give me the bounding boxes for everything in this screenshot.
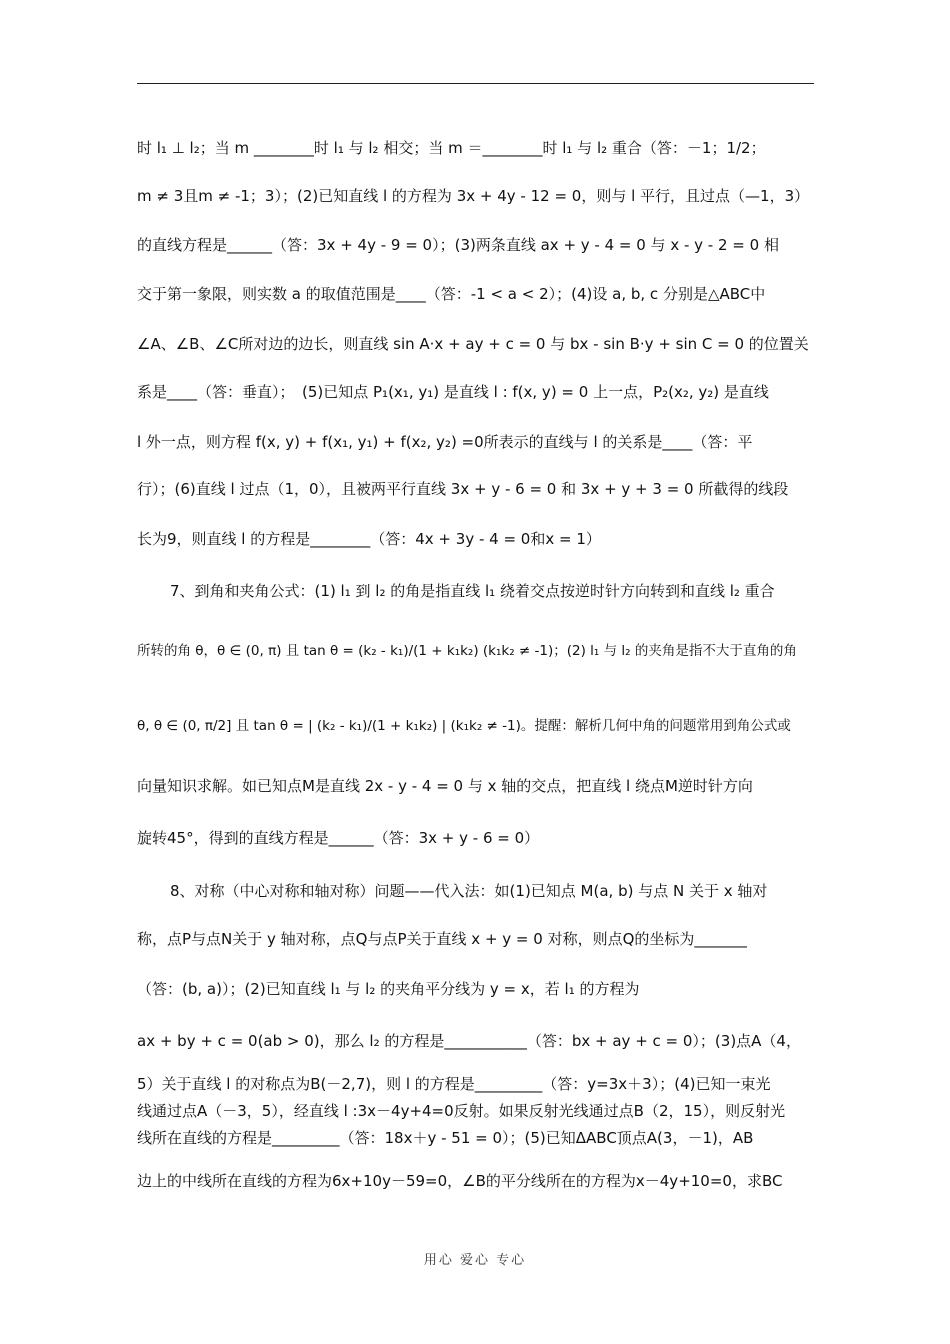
page-footer: 用心 爱心 专心 bbox=[423, 1253, 527, 1268]
text-line: 向量知识求解。如已知点M是直线 2x - y - 4 = 0 与 x 轴的交点，把直线 l 绕点M逆时针方向 bbox=[137, 777, 753, 795]
text-line: l 外一点，则方程 f(x, y) + f(x₁, y₁) + f(x₂, y₂) =0所表示的直线与 l 的关系是____（答：平 bbox=[137, 433, 753, 451]
text-line: （答：(b, a)）；(2)已知直线 l₁ 与 l₂ 的夹角平分线为 y = x，若 l₁ 的方程为 bbox=[137, 980, 640, 998]
text-line: 线所在直线的方程是_________（答：18x＋y - 51 = 0）；(5)已知ΔABC顶点A(3，－1)，AB bbox=[137, 1129, 754, 1147]
text-line: 的直线方程是______（答：3x + 4y - 9 = 0）；(3)两条直线 ax + y - 4 = 0 与 x - y - 2 = 0 相 bbox=[137, 236, 779, 254]
text-line: ∠A、∠B、∠C所对边的边长，则直线 sin A·x + ay + c = 0 与 bx - sin B·y + sin C = 0 的位置关 bbox=[137, 335, 809, 353]
header-rule bbox=[137, 83, 814, 84]
text-line: 称，点P与点N关于 y 轴对称，点Q与点P关于直线 x + y = 0 对称，则点Q的坐标为_______ bbox=[137, 930, 747, 948]
text-line: θ, θ ∈ (0, π/2] 且 tan θ = | (k₂ - k₁)/(1 + k₁k₂) | (k₁k₂ ≠ -1)。提醒：解析几何中角的问题常用到角公式或 bbox=[137, 718, 791, 734]
text-line: 5）关于直线 l 的对称点为B(－2,7)，则 l 的方程是_________（答：y=3x＋3）；(4)已知一束光 bbox=[137, 1075, 771, 1093]
text-line: 线通过点A（－3，5），经直线 l :3x－4y+4=0反射。如果反射光线通过点B（2，15），则反射光 bbox=[137, 1102, 786, 1120]
text-line: 时 l₁ ⊥ l₂；当 m ________时 l₁ 与 l₂ 相交；当 m ＝________时 l₁ 与 l₂ 重合（答：－1；1/2； bbox=[137, 139, 766, 157]
text-line: 边上的中线所在直线的方程为6x+10y－59=0，∠B的平分线所在的方程为x－4y+10=0，求BC bbox=[137, 1172, 783, 1190]
section-8-heading-line: 8、对称（中心对称和轴对称）问题——代入法：如(1)已知点 M(a, b) 与点 N 关于 x 轴对 bbox=[170, 882, 768, 900]
section-7-heading-line: 7、到角和夹角公式：(1) l₁ 到 l₂ 的角是指直线 l₁ 绕着交点按逆时针方向转到和直线 l₂ 重合 bbox=[170, 582, 775, 600]
text-line: 行）；(6)直线 l 过点（1，0），且被两平行直线 3x + y - 6 = 0 和 3x + y + 3 = 0 所截得的线段 bbox=[137, 480, 789, 498]
text-line: 长为9，则直线 l 的方程是________（答：4x + 3y - 4 = 0和x = 1） bbox=[137, 530, 601, 548]
text-line: m ≠ 3且m ≠ -1；3）；(2)已知直线 l 的方程为 3x + 4y - 12 = 0，则与 l 平行，且过点（—1，3） bbox=[137, 187, 810, 205]
text-line: ax + by + c = 0(ab > 0)，那么 l₂ 的方程是___________（答：bx + ay + c = 0）；(3)点A（4， bbox=[137, 1032, 801, 1050]
text-line: 所转的角 θ，θ ∈ (0, π) 且 tan θ = (k₂ - k₁)/(1 + k₁k₂) (k₁k₂ ≠ -1)；(2) l₁ 与 l₂ 的夹角是指不大于直角的角 bbox=[137, 643, 797, 659]
text-line: 交于第一象限，则实数 a 的取值范围是____（答：-1 < a < 2）；(4)设 a, b, c 分别是△ABC中 bbox=[137, 285, 766, 303]
text-line: 旋转45°，得到的直线方程是______（答：3x + y - 6 = 0） bbox=[137, 829, 540, 847]
text-line: 系是____（答：垂直）； (5)已知点 P₁(x₁, y₁) 是直线 l : f(x, y) = 0 上一点，P₂(x₂, y₂) 是直线 bbox=[137, 383, 769, 401]
